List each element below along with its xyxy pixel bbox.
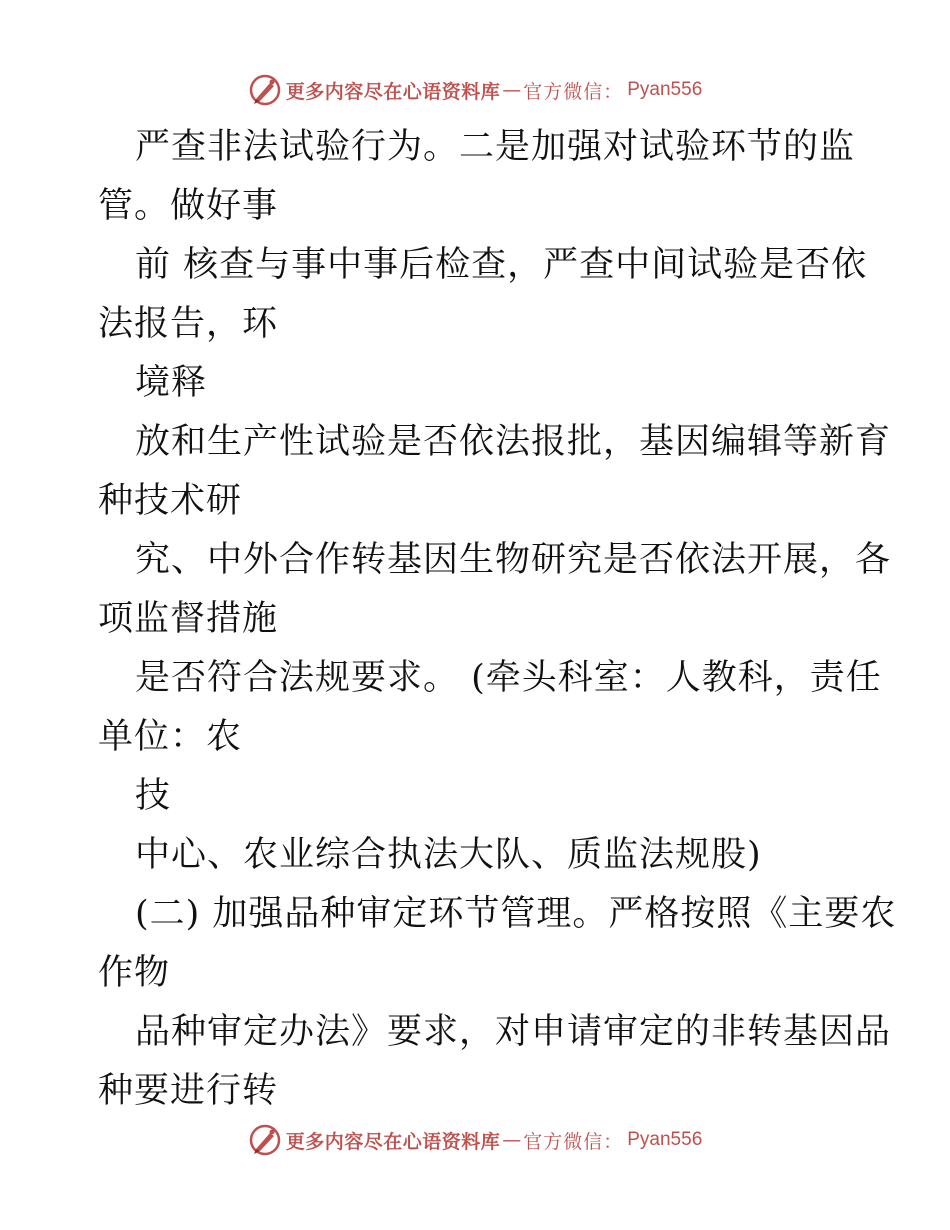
text-line: 管。做好事 xyxy=(98,186,279,226)
text-line: 中心、农业综合执法大队、质监法规股) xyxy=(135,835,762,875)
watermark-wechat-id: Pyan556 xyxy=(627,79,703,100)
document-body xyxy=(98,118,897,1121)
watermark-main-text: 更多内容尽在心语资料库 xyxy=(285,80,501,103)
text-line: 法报告，环 xyxy=(98,304,279,344)
watermark-official-label: 官方微信： xyxy=(523,80,624,103)
text-line: 是否符合法规要求。 (牵头科室：人教科，责任 xyxy=(135,658,882,698)
text-line: 严查非法试验行为。二是加强对试验环节的监 xyxy=(135,127,856,167)
text-line: 前 核查与事中事后检查，严查中间试验是否依 xyxy=(135,245,868,285)
text-line: 究、中外合作转基因生物研究是否依法开展，各 xyxy=(135,540,892,580)
text-line: 项监督措施 xyxy=(98,599,279,639)
watermark-dash: — xyxy=(502,1129,522,1151)
text-line: 种要进行转 xyxy=(98,1071,279,1111)
text-line: 放和生产性试验是否依法报批，基因编辑等新育 xyxy=(135,422,892,462)
watermark-official-label: 官方微信： xyxy=(523,1130,624,1153)
text-line: 作物 xyxy=(98,953,171,993)
text-line: 种技术研 xyxy=(98,481,243,521)
header-watermark xyxy=(0,72,950,108)
watermark-dash: — xyxy=(502,79,522,101)
text-line: 技 xyxy=(135,776,172,816)
text-line: 品种审定办法》要求，对申请审定的非转基因品 xyxy=(135,1012,892,1052)
text-line: 境释 xyxy=(135,363,208,403)
text-line: (二) 加强品种审定环节管理。严格按照《主要农 xyxy=(135,894,897,934)
text-line: 单位：农 xyxy=(98,717,243,757)
footer-watermark xyxy=(0,1122,950,1158)
watermark-wechat-id: Pyan556 xyxy=(627,1129,703,1150)
pen-logo-icon xyxy=(248,1123,282,1157)
pen-logo-icon xyxy=(248,73,282,107)
watermark-main-text: 更多内容尽在心语资料库 xyxy=(285,1130,501,1153)
